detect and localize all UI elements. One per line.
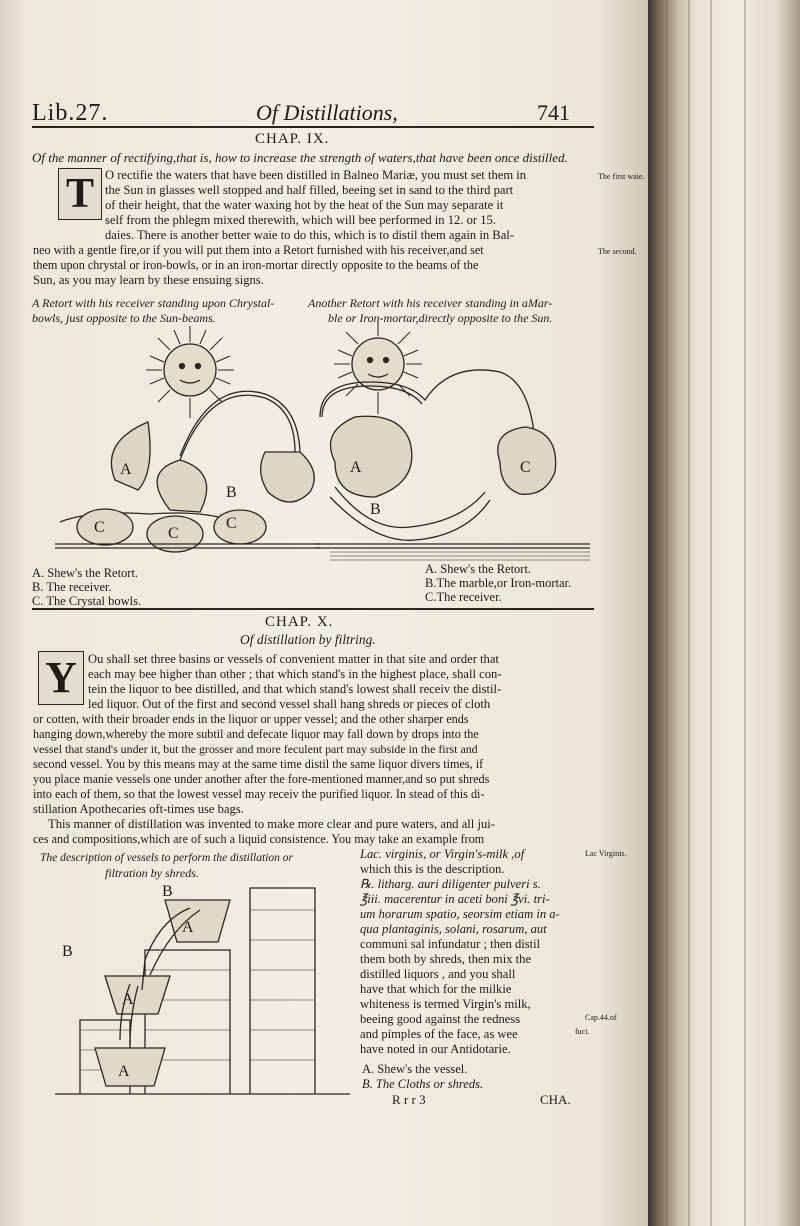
figure-2-caption-1: The description of vessels to perform the distillation or [40, 852, 293, 864]
fig1-key-right-a: A. Shew's the Retort. [425, 562, 532, 576]
fig2-label-a-top: A [182, 919, 194, 936]
fig1-label-c3-left: C [226, 515, 237, 532]
sun-face-right-icon [334, 322, 422, 414]
fig1-key-left-b: B. The receiver. [32, 580, 112, 594]
margin-note-fuci: fuci. [575, 1027, 590, 1036]
text-line: Lac. virginis, or Virgin's-milk ,of [360, 847, 525, 861]
drop-cap-y: Y [38, 651, 84, 705]
figure-2-caption-2: filtration by shreds. [105, 866, 199, 880]
chapter-10-heading: CHAP. X. [265, 614, 334, 630]
margin-note-cap-44: Cap.44.of [585, 1013, 617, 1022]
margin-note-second: The second. [598, 247, 637, 256]
retort-sun-engraving [30, 322, 596, 570]
figure-1-caption-right-2: ble or Iron-mortar,directly opposite to the Sun. [328, 311, 553, 325]
text-line: each may bee higher than other ; that which stand's in the highest place, shall con- [88, 667, 502, 681]
margin-note-lac-virginis: Lac Virginis. [585, 849, 627, 858]
fig2-key-a: A. Shew's the vessel. [362, 1062, 468, 1076]
text-line: O rectifie the waters that have been distilled in Balneo Mariæ, you must set them in [105, 168, 527, 182]
figure-1-caption-right-1: Another Retort with his receiver standing in aMar- [308, 296, 553, 310]
text-line: um horarum spatio, seorsim etiam in a- [360, 907, 560, 921]
text-line: communi sal infundatur ; then distil [360, 937, 541, 951]
fig2-key-b: B. The Cloths or shreds. [362, 1077, 484, 1091]
text-line: daies. There is another better waie to do this, which is to distil them again in Bal- [105, 228, 514, 242]
text-line: them upon chrystal or iron-bowls, or in an iron-mortar directly opposite to the beams of the [33, 258, 479, 272]
text-line: Sun, as you may learn by these ensuing signs. [33, 273, 264, 287]
text-line: ℥iii. macerentur in aceti boni ℥vi. tri- [360, 892, 550, 906]
fig1-label-c1-left: C [94, 519, 105, 536]
book-fore-edge [648, 0, 800, 1226]
text-line: vessel that stand's under it, but the grosser and more feculent part may subside in the first and [33, 742, 478, 756]
text-line: Ou shall set three basins or vessels of convenient matter in that site and order that [88, 652, 499, 666]
fig1-key-left-a: A. Shew's the Retort. [32, 566, 139, 580]
signature-mark: R r r 3 [392, 1092, 426, 1107]
fig2-label-a-mid: A [122, 991, 134, 1008]
text-line: This manner of distillation was invented to make more clear and pure waters, and all jui- [48, 817, 495, 831]
text-line: distilled liquors , and you shall [360, 967, 516, 981]
chapter-10-title: Of distillation by filtring. [240, 632, 376, 647]
text-line: or cotten, with their broader ends in the liquor or upper vessel; and the other sharper ends [33, 712, 469, 726]
text-line: you place manie vessels one under another after the fore-mentioned manner,and so put shreds [33, 772, 490, 786]
text-line: qua plantaginis, solani, rosarum, aut [360, 922, 547, 936]
fig2-label-b-top: B [162, 883, 173, 900]
fig1-label-b-left: B [226, 484, 237, 501]
text-line: which this is the description. [360, 862, 505, 876]
text-line: second vessel. You by this means may at the same time distil the same liquor divers times, if [33, 757, 484, 771]
text-line: self from the phlegm mixed therewith, which will bee performed in 12. or 15. [105, 213, 497, 227]
chapter-9-title: Of the manner of rectifying,that is, how to increase the strength of waters,that have been once distilled. [32, 150, 568, 165]
text-line: have noted in our Antidotarie. [360, 1042, 511, 1056]
text-line: beeing good against the redness [360, 1012, 521, 1026]
header-rule [32, 126, 594, 128]
fig2-label-a-bottom: A [118, 1063, 130, 1080]
fig2-label-b-left: B [62, 943, 73, 960]
figure-1-caption-left-1: A Retort with his receiver standing upon Chrystal- [32, 296, 275, 310]
sun-face-left-icon [146, 326, 234, 418]
text-line: led liquor. Out of the first and second vessel shall hang shreds or pieces of cloth [88, 697, 491, 711]
fig1-key-right-b: B.The marble,or Iron-mortar. [425, 576, 572, 590]
text-line: hanging down,whereby the more subtil and defecate liquor may fall down by drops into the [33, 727, 479, 741]
fig1-label-a-left: A [120, 461, 132, 478]
text-line: ℞. litharg. auri diligenter pulveri s. [360, 877, 541, 891]
fig1-key-right-c: C.The receiver. [425, 590, 502, 604]
figure-rule [32, 608, 594, 610]
fig1-label-a-right: A [350, 459, 362, 476]
drop-cap-t: T [58, 168, 102, 220]
text-line: have that which for the milkie [360, 982, 512, 996]
text-line: neo with a gentle fire,or if you will put them into a Retort furnished with his receiver,and set [33, 243, 484, 257]
margin-note-first-way: The first waie. [598, 172, 645, 181]
running-title: Of Distillations, [256, 100, 398, 125]
text-line: ces and compositions,which are of such a liquid consistence. You may take an example from [33, 832, 485, 846]
catchword: CHA. [540, 1092, 571, 1107]
text-line: stillation Apothecaries oft-times use bags. [33, 802, 244, 816]
text-line: tein the liquor to bee distilled, and that which stand's lowest shall receiv the distil- [88, 682, 502, 696]
fig1-key-left-c: C. The Crystal bowls. [32, 594, 142, 608]
figure-1-caption-left-2: bowls, just opposite to the Sun-beams. [32, 311, 216, 325]
book-number: Lib.27. [32, 100, 109, 126]
text-line: of their height, that the water waxing hot by the heat of the Sun may separate it [105, 198, 504, 212]
text-line: and pimples of the face, as wee [360, 1027, 518, 1041]
fig1-label-c-right: C [520, 459, 531, 476]
fig1-label-c2-left: C [168, 525, 179, 542]
fig1-label-b-right: B [370, 501, 381, 518]
filtration-engraving [50, 880, 360, 1098]
text-line: whiteness is termed Virgin's milk, [360, 997, 531, 1011]
page-number: 741 [537, 100, 570, 125]
chapter-9-heading: CHAP. IX. [255, 131, 330, 147]
text-line: into each of them, so that the lowest vessel may receiv the purified liquor. In stead of this di- [33, 787, 485, 801]
text-line: the Sun in glasses well stopped and half filled, beeing set in sand to the third part [105, 183, 514, 197]
text-line: them both by shreds, then mix the [360, 952, 532, 966]
